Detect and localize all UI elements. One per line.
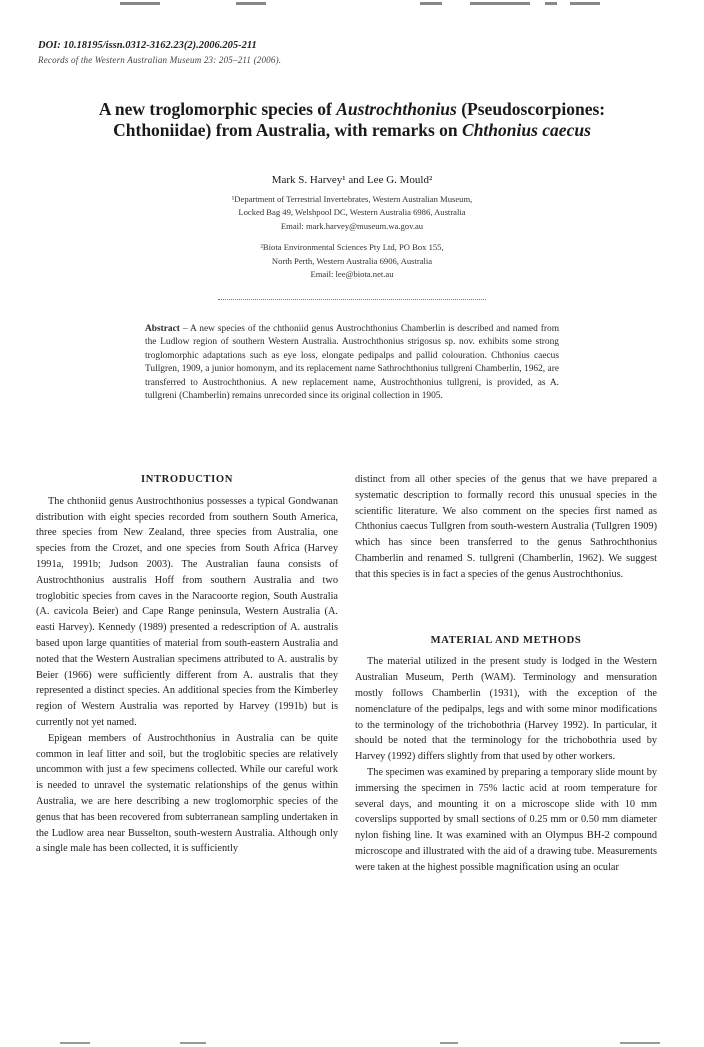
body-paragraph-continued: distinct from all other species of the genus that we have prepared a systematic description to formally record this unusual species in the scientific literature. We also comment on the species first named as Chthonius caecus Tullgren from south-western Australia (Tullgren 1909) which has since been transferred to the genus Sathrochthonius Chamberlin and renamed S. tullgreni (Chamberlin, 1962). We suggest that this species is in fact a species of the genus Austrochthonius. xyxy=(355,474,657,580)
title-line-1: A new troglomorphic species of Austrochthonius (Pseudoscorpiones: xyxy=(98,99,606,119)
right-column xyxy=(355,472,657,876)
doi-line[interactable]: DOI: 10.18195/issn.0312-3162.23(2).2006.205-211 xyxy=(38,40,257,51)
affiliation-2-line: North Perth, Western Australia 6906, Australia xyxy=(271,255,433,266)
affiliation-2-line: ²Biota Environmental Sciences Pty Ltd, PO Box 155, xyxy=(260,242,444,253)
bottom-crop-marks xyxy=(0,1035,704,1047)
affiliation-1-line: Locked Bag 49, Welshpool DC, Western Australia 6986, Australia xyxy=(238,207,466,218)
affiliation-1-line: ¹Department of Terrestrial Invertebrates, Western Australian Museum, xyxy=(231,194,473,204)
section-divider xyxy=(218,299,486,300)
methods-heading: MATERIAL AND METHODS xyxy=(430,634,582,646)
top-crop-marks xyxy=(0,0,704,8)
abstract-text: – A new species of the chthoniid genus Austrochthonius Chamberlin is described and named from the Ludlow region of southern Western Australia. Austrochthonius strigosus sp. nov. exhibits some strong troglomorphic adaptations such as eye loss, elongate pedipalps and pallid colouration. Chthonius caecus Tullgren, 1909, a junior homonym, and its replacement name Sathrochthonius tullgreni Chamberlin, 1962, are transferred to Austrochthonius. A new replacement name, Austrochthonius tullgreni, is provided, as A. tullgreni (Chamberlin) remains unrecorded since its original collection in 1905. xyxy=(145,324,559,402)
introduction-heading: INTRODUCTION xyxy=(141,474,233,485)
article-title xyxy=(40,99,664,141)
affiliations xyxy=(150,193,554,281)
journal-reference: Records of the Western Australian Museum 23: 205–211 (2006). xyxy=(38,55,282,65)
abstract xyxy=(145,323,559,403)
abstract-label: Abstract xyxy=(145,324,180,334)
body-paragraph: The specimen was examined by preparing a temporary slide mount by immersing the specimen in 75% lactic acid at room temperature for several days, and mounting it on a microscope slide with 10 mm coverslips supported by small sections of 0.25 mm or 0.50 mm diameter nylon fishing line. It was examined with an Olympus BH-2 compound microscope and illustrated with the aid of a drawing tube. Measurements were taken at the highest possible magnification using an ocular xyxy=(355,766,657,873)
title-line-2: Chthoniidae) from Australia, with remarks on Chthonius caecus xyxy=(113,120,591,140)
body-paragraph: The material utilized in the present study is lodged in the Western Australian Museum, Perth (WAM). Terminology and mensuration mostly follows Chamberlin (1931), with the exception of the nomenclature of the pedipalps, legs and with some minor modifications to the terminology of the trichobothria (Harvey 1992). In particular, it should be noted that the terminology for the trichobothria used by Harvey (1992) differs slightly from that used by other workers. xyxy=(355,656,657,763)
affiliation-2-email[interactable]: Email: lee@biota.net.au xyxy=(310,269,394,280)
author-line: Mark S. Harvey¹ and Lee G. Mould² xyxy=(271,174,433,186)
body-paragraph: Epigean members of Austrochthonius in Australia can be quite common in leaf litter and soil, but the troglobitic species are relatively uncommon with just a few specimens collected. While our careful work is needed to unravel the systematic relationships of the genus within Australia, we are here describing a new troglomorphic species of the genus that has been recovered from subterranean sampling undertaken in the Ludlow area near Busselton, south-western Australia. Although only a single male has been collected, it is sufficiently xyxy=(36,732,338,855)
affiliation-1-email[interactable]: Email: mark.harvey@museum.wa.gov.au xyxy=(280,220,424,231)
left-column xyxy=(36,472,338,857)
body-paragraph: The chthoniid genus Austrochthonius possesses a typical Gondwanan distribution with eight species recorded from southern South America, three species from New Zealand, three species from Australia, one species from the Crozet, and one species from South Africa (Harvey 1991a, 1991b; Judson 2003). The Australian fauna consists of Austrochthonius australis Hoff from southern Australia and two troglobitic species from caves in the Naracoorte region, South Australia (A. cavicola Beier) and Cape Range peninsula, Western Australia (A. easti Harvey). Kennedy (1989) presented a redescription of A. australis based upon large quantities of material from south-eastern Australia and noted that the Western Australian specimens attributed to A. australis by Beier (1966) were sufficiently different from A. australis that they represented a distinct species. An additional species from the Kimberley region of Western Australia was reported by Harvey (1991b) but is currently not yet named. xyxy=(36,495,338,728)
